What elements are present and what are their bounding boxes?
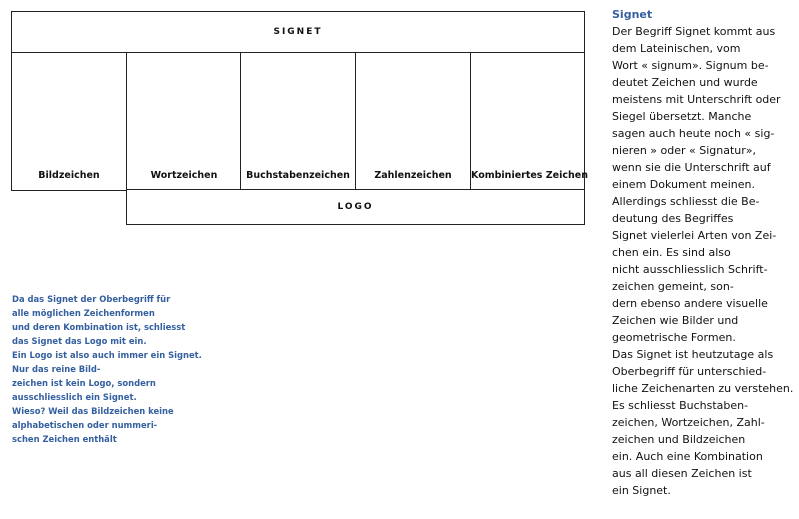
- note-line: schen Zeichen enthält: [12, 434, 117, 444]
- signet-header: SIGNET: [12, 12, 584, 53]
- description-line: ein Signet.: [612, 484, 671, 497]
- note-line: zeichen ist kein Logo, sondern: [12, 378, 156, 388]
- description-line: deutung des Begriffes: [612, 212, 734, 225]
- description-line: meistens mit Unterschrift oder: [612, 93, 781, 106]
- signet-box: [11, 11, 588, 191]
- column-label-kombiniertes-zeichen: Kombiniertes Zeichen: [471, 170, 588, 181]
- note-line: alle möglichen Zeichenformen: [12, 308, 155, 318]
- note-line: Nur das reine Bild-: [12, 364, 101, 374]
- note-line: alphabetischen oder nummeri-: [12, 420, 158, 430]
- description-line: dem Lateinischen, vom: [612, 42, 741, 55]
- note-line: Da das Signet der Oberbegriff für: [12, 294, 171, 304]
- column-label-buchstabenzeichen: Buchstabenzeichen: [246, 170, 350, 181]
- note-line: ausschliesslich ein Signet.: [12, 392, 137, 402]
- description-line: Wort « signum». Signum be-: [612, 59, 769, 72]
- logo-box: LOGO: [126, 189, 585, 225]
- signet-diagram: [11, 11, 588, 225]
- explanation-note: [12, 292, 212, 446]
- description-line: sagen auch heute noch « sig-: [612, 127, 775, 140]
- column-label-bildzeichen: Bildzeichen: [38, 170, 100, 181]
- description-line: nieren » oder « Signatur»,: [612, 144, 757, 157]
- description-line: nicht ausschliesslich Schrift-: [612, 263, 768, 276]
- description-line: deutet Zeichen und wurde: [612, 76, 758, 89]
- description-line: Siegel übersetzt. Manche: [612, 110, 752, 123]
- description-line: geometrische Formen.: [612, 331, 736, 344]
- description-line: einem Dokument meinen.: [612, 178, 755, 191]
- description-line: Der Begriff Signet kommt aus: [612, 25, 776, 38]
- note-line: und deren Kombination ist, schliesst: [12, 322, 186, 332]
- description-line: Zeichen wie Bilder und: [612, 314, 739, 327]
- note-line: das Signet das Logo mit ein.: [12, 336, 147, 346]
- column-label-zahlenzeichen: Zahlenzeichen: [374, 170, 452, 181]
- description-line: ein. Auch eine Kombination: [612, 450, 763, 463]
- description-line: wenn sie die Unterschrift auf: [612, 161, 771, 174]
- column-label-wortzeichen: Wortzeichen: [150, 170, 218, 181]
- description-line: Oberbegriff für unterschied-: [612, 365, 767, 378]
- description-line: Es schliesst Buchstaben-: [612, 399, 749, 412]
- description-line: zeichen gemeint, son-: [612, 280, 734, 293]
- description-line: zeichen, Wortzeichen, Zahl-: [612, 416, 765, 429]
- note-line: Wieso? Weil das Bildzeichen keine: [12, 406, 174, 416]
- description-line: Signet vielerlei Arten von Zei-: [612, 229, 777, 242]
- description-line: chen ein. Es sind also: [612, 246, 731, 259]
- description-line: Allerdings schliesst die Be-: [612, 195, 760, 208]
- description-line: dern ebenso andere visuelle: [612, 297, 768, 310]
- description-line: aus all diesen Zeichen ist: [612, 467, 752, 480]
- note-line: Ein Logo ist also auch immer ein Signet.: [12, 350, 202, 360]
- description-line: zeichen und Bildzeichen: [612, 433, 746, 446]
- section-title: Signet: [612, 8, 653, 21]
- signet-description: [612, 6, 797, 499]
- description-line: liche Zeichenarten zu verstehen.: [612, 382, 794, 395]
- description-line: Das Signet ist heutzutage als: [612, 348, 774, 361]
